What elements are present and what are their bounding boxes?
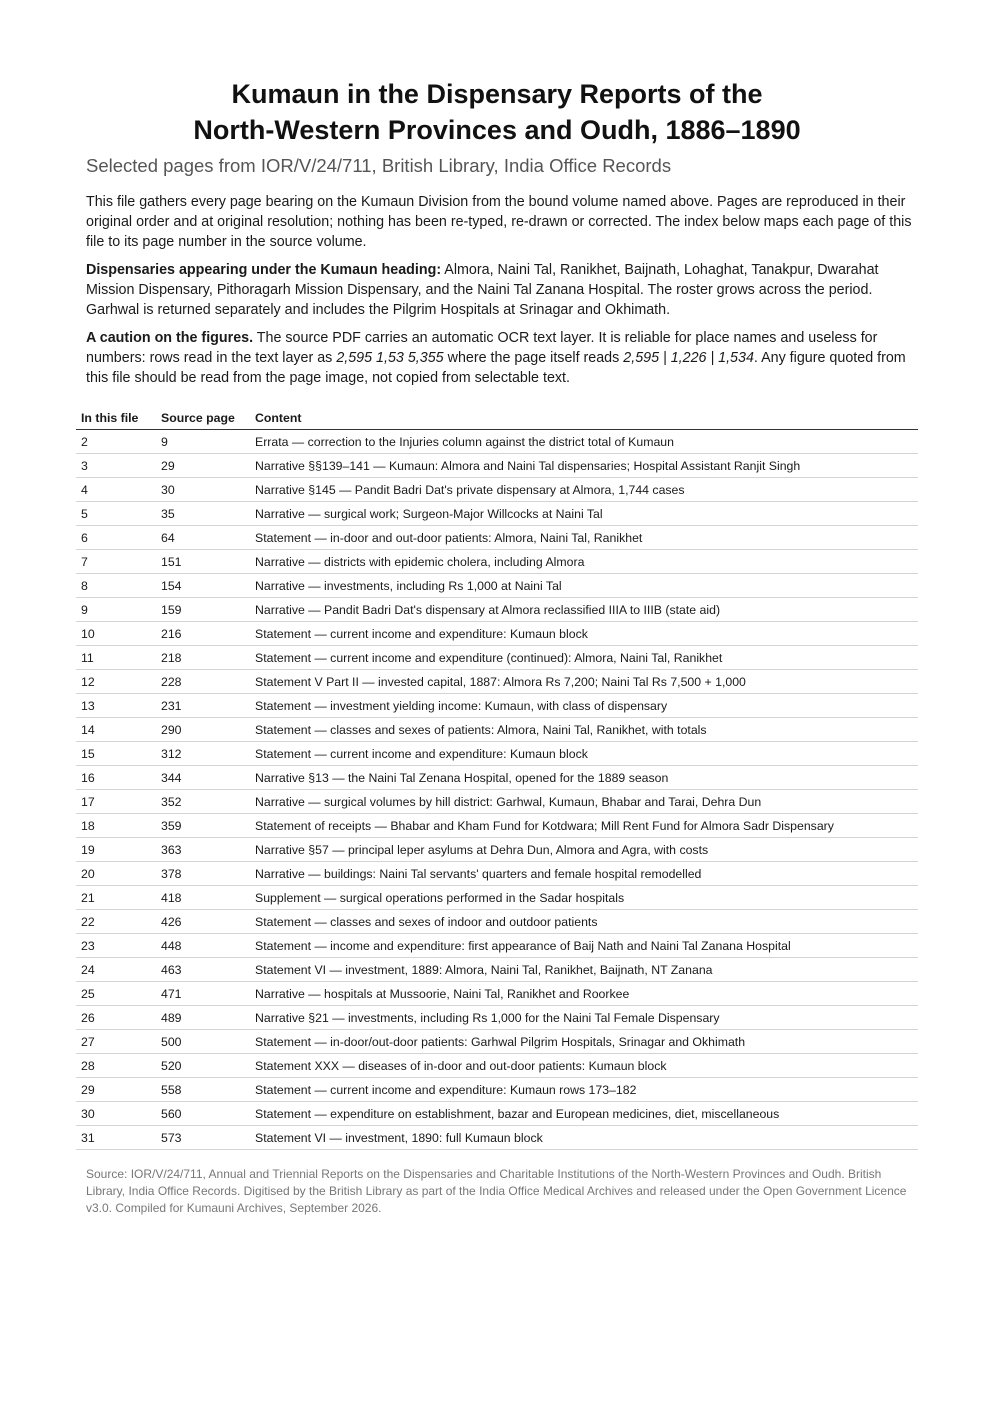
table-row: [76, 742, 918, 766]
table-row: [76, 814, 918, 838]
column-header-source-page: Source page: [156, 406, 250, 430]
table-row: [76, 1078, 918, 1102]
column-header-in-this-file: In this file: [76, 406, 156, 430]
cell-source-page: 151: [156, 550, 250, 574]
cell-content: Narrative §145 — Pandit Badri Dat's private dispensary at Almora, 1,744 cases: [250, 478, 918, 502]
cell-source-page: 29: [156, 454, 250, 478]
dispensaries-paragraph: [86, 260, 918, 320]
table-row: [76, 526, 918, 550]
table-row: [76, 838, 918, 862]
cell-source-page: 64: [156, 526, 250, 550]
table-row: [76, 862, 918, 886]
cell-file-page: 29: [76, 1078, 156, 1102]
source-note: Source: IOR/V/24/711, Annual and Triennial Reports on the Dispensaries and Charitable Institutions of the North-Western Provinces and Oudh. British Library, India Office Records. Digitised by the British Library as part of the India Office Medical Archives and released under the Open Government Licence v3.0. Compiled for Kumauni Archives, September 2026.: [86, 1167, 907, 1215]
page-index-table: [76, 406, 918, 1150]
table-row: [76, 718, 918, 742]
cell-file-page: 4: [76, 478, 156, 502]
cell-source-page: 154: [156, 574, 250, 598]
cell-file-page: 5: [76, 502, 156, 526]
cell-source-page: 520: [156, 1054, 250, 1078]
cell-file-page: 10: [76, 622, 156, 646]
cell-file-page: 21: [76, 886, 156, 910]
cell-content: Narrative §57 — principal leper asylums at Dehra Dun, Almora and Agra, with costs: [250, 838, 918, 862]
caution-heading: A caution on the figures.: [86, 330, 254, 346]
table-row: [76, 1030, 918, 1054]
cell-source-page: 558: [156, 1078, 250, 1102]
table-body: [76, 430, 918, 1150]
table-row: [76, 886, 918, 910]
table-row: [76, 766, 918, 790]
cell-content: Statement — current income and expenditure: Kumaun block: [250, 622, 918, 646]
cell-source-page: 312: [156, 742, 250, 766]
cell-source-page: 378: [156, 862, 250, 886]
cell-file-page: 19: [76, 838, 156, 862]
cell-file-page: 28: [76, 1054, 156, 1078]
cell-file-page: 17: [76, 790, 156, 814]
table-row: [76, 790, 918, 814]
cell-source-page: 344: [156, 766, 250, 790]
cell-content: Statement — in-door/out-door patients: Garhwal Pilgrim Hospitals, Srinagar and Okhimath: [250, 1030, 918, 1054]
cell-source-page: 359: [156, 814, 250, 838]
column-header-content: Content: [250, 406, 918, 430]
table-row: [76, 982, 918, 1006]
cell-content: Narrative — surgical work; Surgeon-Major Willcocks at Naini Tal: [250, 502, 918, 526]
cell-source-page: 573: [156, 1126, 250, 1150]
cell-content: Narrative — hospitals at Mussoorie, Naini Tal, Ranikhet and Roorkee: [250, 982, 918, 1006]
cell-content: Statement — current income and expenditure: Kumaun rows 173–182: [250, 1078, 918, 1102]
cell-file-page: 14: [76, 718, 156, 742]
cell-source-page: 426: [156, 910, 250, 934]
intro-paragraph: This file gathers every page bearing on the Kumaun Division from the bound volume named above. Pages are reproduced in their original order and at original resolution; nothing has been re-typed, re-drawn or corrected. The index below maps each page of this file to its page number in the source volume.: [86, 194, 912, 250]
cell-file-page: 2: [76, 430, 156, 454]
cell-source-page: 448: [156, 934, 250, 958]
cell-file-page: 24: [76, 958, 156, 982]
cell-content: Statement — expenditure on establishment, bazar and European medicines, diet, miscellaneous: [250, 1102, 918, 1126]
caution-text-b: where the page itself reads: [443, 350, 624, 366]
cell-source-page: 30: [156, 478, 250, 502]
cell-content: Narrative §§139–141 — Kumaun: Almora and Naini Tal dispensaries; Hospital Assistant Ranjit Singh: [250, 454, 918, 478]
cell-file-page: 27: [76, 1030, 156, 1054]
cell-content: Statement — income and expenditure: first appearance of Baij Nath and Naini Tal Zanana Hospital: [250, 934, 918, 958]
table-row: [76, 622, 918, 646]
cell-file-page: 30: [76, 1102, 156, 1126]
table-row: [76, 694, 918, 718]
cell-source-page: 35: [156, 502, 250, 526]
cell-source-page: 489: [156, 1006, 250, 1030]
table-row: [76, 430, 918, 454]
cell-source-page: 418: [156, 886, 250, 910]
table-row: [76, 1054, 918, 1078]
page-subtitle: Selected pages from IOR/V/24/711, British Library, India Office Records: [86, 155, 672, 176]
cell-content: Statement — current income and expenditure (continued): Almora, Naini Tal, Ranikhet: [250, 646, 918, 670]
cell-source-page: 231: [156, 694, 250, 718]
cell-content: Statement — current income and expenditure: Kumaun block: [250, 742, 918, 766]
table-row: [76, 478, 918, 502]
cell-file-page: 22: [76, 910, 156, 934]
title-line-2: North-Western Provinces and Oudh, 1886–1890: [193, 115, 801, 145]
cell-source-page: 363: [156, 838, 250, 862]
cell-source-page: 463: [156, 958, 250, 982]
caution-text-c: . Any figure quoted from this file should be read from the page image, not copied from selectable text.: [86, 350, 906, 386]
cell-file-page: 13: [76, 694, 156, 718]
cell-content: Statement VI — investment, 1890: full Kumaun block: [250, 1126, 918, 1150]
cell-file-page: 20: [76, 862, 156, 886]
cell-content: Errata — correction to the Injuries column against the district total of Kumaun: [250, 430, 918, 454]
table-row: [76, 502, 918, 526]
cell-content: Statement — in-door and out-door patients: Almora, Naini Tal, Ranikhet: [250, 526, 918, 550]
cell-source-page: 9: [156, 430, 250, 454]
cell-file-page: 25: [76, 982, 156, 1006]
table-row: [76, 550, 918, 574]
table-row: [76, 670, 918, 694]
cell-source-page: 228: [156, 670, 250, 694]
cell-source-page: 290: [156, 718, 250, 742]
table-header-row: [76, 406, 918, 430]
cell-source-page: 352: [156, 790, 250, 814]
cell-file-page: 8: [76, 574, 156, 598]
cell-source-page: 500: [156, 1030, 250, 1054]
document-page: [76, 76, 918, 1217]
cell-file-page: 31: [76, 1126, 156, 1150]
cell-source-page: 216: [156, 622, 250, 646]
cell-content: Narrative — districts with epidemic cholera, including Almora: [250, 550, 918, 574]
dispensaries-text: Almora, Naini Tal, Ranikhet, Baijnath, Lohaghat, Tanakpur, Dwarahat Mission Dispensary, Pithoragarh Mission Dispensary, and the Naini Tal Zanana Hospital. The roster grows across the period. Garhwal is returned separately and includes the Pilgrim Hospitals at Srinagar and Okhimath.: [86, 262, 879, 318]
ocr-sample: 2,595 1,53 5,355: [336, 350, 444, 366]
cell-content: Statement — classes and sexes of indoor and outdoor patients: [250, 910, 918, 934]
cell-file-page: 26: [76, 1006, 156, 1030]
cell-file-page: 7: [76, 550, 156, 574]
table-row: [76, 1102, 918, 1126]
true-sample: 2,595 | 1,226 | 1,534: [623, 350, 754, 366]
table-row: [76, 598, 918, 622]
table-row: [76, 1126, 918, 1150]
cell-content: Statement — classes and sexes of patients: Almora, Naini Tal, Ranikhet, with totals: [250, 718, 918, 742]
cell-content: Narrative — Pandit Badri Dat's dispensary at Almora reclassified IIIA to IIIB (state aid): [250, 598, 918, 622]
cell-content: Statement VI — investment, 1889: Almora, Naini Tal, Ranikhet, Baijnath, NT Zanana: [250, 958, 918, 982]
cell-file-page: 15: [76, 742, 156, 766]
cell-file-page: 18: [76, 814, 156, 838]
caution-paragraph: [86, 328, 918, 388]
table-row: [76, 910, 918, 934]
cell-file-page: 3: [76, 454, 156, 478]
title-line-1: Kumaun in the Dispensary Reports of the: [231, 79, 763, 109]
table-row: [76, 646, 918, 670]
cell-file-page: 6: [76, 526, 156, 550]
table-row: [76, 958, 918, 982]
cell-file-page: 11: [76, 646, 156, 670]
cell-file-page: 12: [76, 670, 156, 694]
cell-source-page: 471: [156, 982, 250, 1006]
cell-source-page: 159: [156, 598, 250, 622]
cell-file-page: 9: [76, 598, 156, 622]
cell-content: Supplement — surgical operations performed in the Sadar hospitals: [250, 886, 918, 910]
page-title: [76, 76, 918, 148]
cell-source-page: 560: [156, 1102, 250, 1126]
dispensaries-heading: Dispensaries appearing under the Kumaun heading:: [86, 262, 442, 278]
cell-file-page: 16: [76, 766, 156, 790]
cell-content: Statement — investment yielding income: Kumaun, with class of dispensary: [250, 694, 918, 718]
cell-content: Narrative §13 — the Naini Tal Zenana Hospital, opened for the 1889 season: [250, 766, 918, 790]
table-row: [76, 574, 918, 598]
table-row: [76, 934, 918, 958]
cell-content: Statement XXX — diseases of in-door and out-door patients: Kumaun block: [250, 1054, 918, 1078]
cell-content: Narrative — surgical volumes by hill district: Garhwal, Kumaun, Bhabar and Tarai, Dehra Dun: [250, 790, 918, 814]
cell-content: Statement V Part II — invested capital, 1887: Almora Rs 7,200; Naini Tal Rs 7,500 + 1,000: [250, 670, 918, 694]
cell-content: Narrative — investments, including Rs 1,000 at Naini Tal: [250, 574, 918, 598]
table-row: [76, 1006, 918, 1030]
cell-content: Statement of receipts — Bhabar and Kham Fund for Kotdwara; Mill Rent Fund for Almora Sadr Dispensary: [250, 814, 918, 838]
table-row: [76, 454, 918, 478]
cell-content: Narrative — buildings: Naini Tal servants' quarters and female hospital remodelled: [250, 862, 918, 886]
caution-text-a: The source PDF carries an automatic OCR text layer. It is reliable for place names and useless for numbers: rows read in the text layer as: [86, 330, 878, 366]
cell-file-page: 23: [76, 934, 156, 958]
cell-content: Narrative §21 — investments, including Rs 1,000 for the Naini Tal Female Dispensary: [250, 1006, 918, 1030]
cell-source-page: 218: [156, 646, 250, 670]
